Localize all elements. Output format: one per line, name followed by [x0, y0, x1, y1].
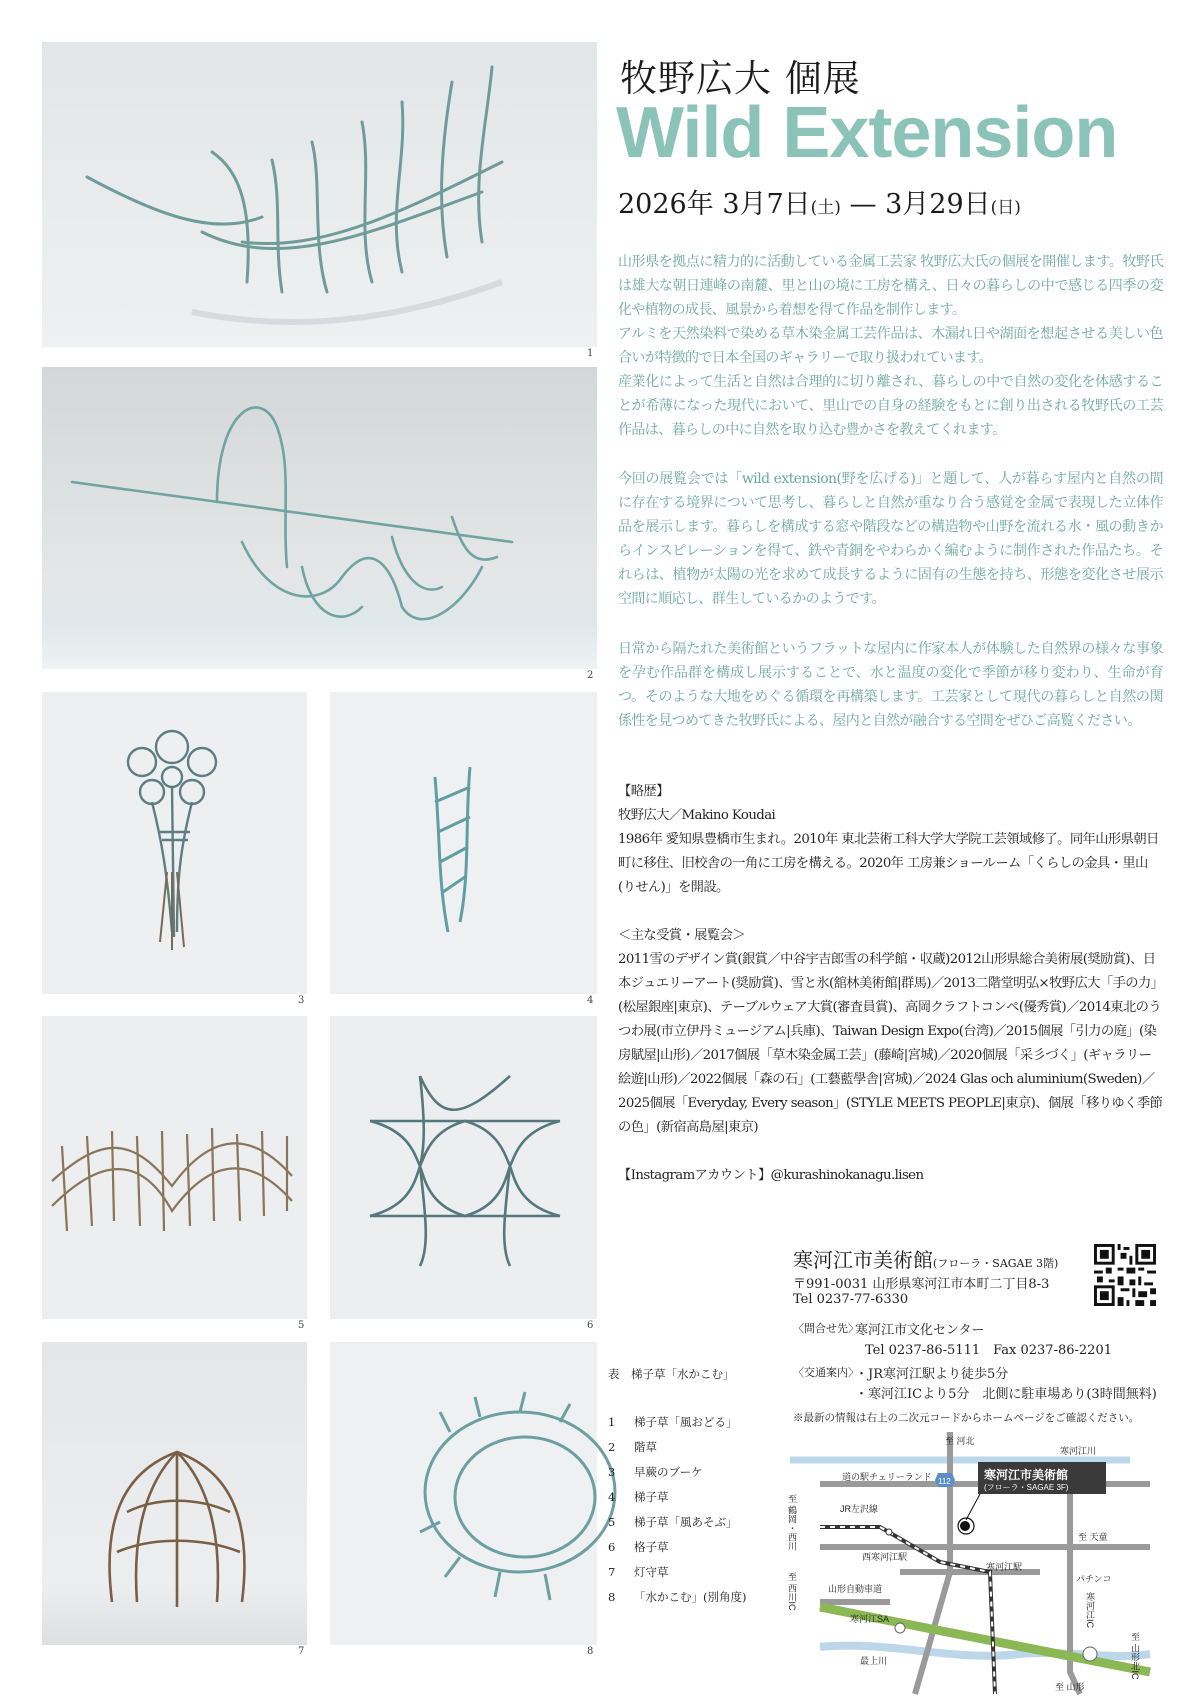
photo-8	[330, 1342, 597, 1645]
map-label-nishikawa-ic: 至 西川IC	[787, 1572, 797, 1611]
intro-paragraph-2: アルミを天然染料で染める草木染金属工芸作品は、木漏れ日や湖面を想起させる美しい色合いが特徴的で日本全国のギャラリーで取り扱われています。	[618, 326, 1163, 366]
caption-item: 6 格子草	[608, 1540, 669, 1554]
map-label-sagae-ic: 寒河江IC	[1085, 1592, 1095, 1628]
sculpture-1-icon	[42, 42, 597, 347]
title-japanese: 牧野広大 個展	[620, 57, 861, 100]
qr-code-icon[interactable]	[1094, 1244, 1156, 1306]
map-label-museum: 寒河江市美術館	[984, 1468, 1069, 1482]
date-start: 3月7日	[722, 189, 811, 220]
bio-heading: 【略歴】	[618, 784, 669, 799]
date-end-dow: (日)	[990, 198, 1021, 218]
photo-number-6: 6	[587, 1320, 594, 1331]
caption-item: 4 梯子草	[608, 1490, 669, 1504]
sculpture-2-icon	[42, 367, 597, 669]
inquiry-label: 〈問合せ先〉	[793, 1322, 859, 1335]
museum-name	[793, 1244, 1058, 1273]
photo-7	[42, 1342, 307, 1645]
caption-list	[608, 1414, 746, 1614]
museum-tel: Tel 0237-77-6330	[793, 1292, 909, 1307]
sculpture-3-icon	[42, 692, 307, 994]
map-label-tendo: 至 天童	[1078, 1532, 1108, 1542]
caption-item: 3 早蕨のブーケ	[608, 1465, 703, 1479]
museum-address: 〒991-0031 山形県寒河江市本町二丁目8-3	[793, 1277, 1050, 1292]
caption-item: 5 梯子草「風あそぶ」	[608, 1515, 738, 1529]
sculpture-8-icon	[330, 1342, 597, 1645]
map-label-kahoku: 至 河北	[945, 1436, 975, 1446]
map-label-jr: JR左沢線	[840, 1504, 878, 1514]
awards-text: 2011雪のデザイン賞(銀賞／中谷宇吉郎雪の科学館・収蔵)2012山形県総合美術展(奨励賞)、日本ジュエリーアート(奨励賞)、雪と氷(舘林美術館|群馬)／2013二階堂明弘×牧野広大「手の力」(松屋銀座|東京)、テーブルウェア大賞(審査員賞)、高岡クラフトコンペ(優秀賞)／2014東北のうつわ展(市立伊丹ミュージアム|兵庫)、Taiwan Design Expo(台湾)／2015個展「引力の庭」(染房賦屋|山形)／2017個展「草木染金属工芸」(藤崎|宮城)／2020個展「采彡づく」(ギャラリー絵遊|山形)／2022個展「森の石」(工藝藍學舎|宮城)／2024 Glas och aluminium(Sweden)／2025個展「Everyday, Every season」(STYLE MEETS PEOPLE|東京)、個展「移りゆく季節の色」(新宿高島屋|東京)	[618, 952, 1163, 1135]
museum-name-text: 寒河江市美術館	[793, 1248, 933, 1272]
exhibition-dates	[618, 182, 1021, 221]
sculpture-4-icon	[330, 692, 597, 994]
photo-2	[42, 367, 597, 669]
photo-number-8: 8	[587, 1646, 594, 1657]
photo-3	[42, 692, 307, 994]
access-label: 〈交通案内〉	[793, 1366, 859, 1379]
intro-paragraph-1: 山形県を拠点に精力的に活動している金属工芸家 牧野広大氏の個展を開催します。牧野氏は雄大な朝日連峰の南麓、里と山の境に工房を構え、日々の暮らしの中で感じる四季の変化や植物の成長、風景から着想を得て作品を制作します。	[618, 254, 1163, 318]
photo-number-5: 5	[298, 1320, 305, 1331]
river-mogami	[820, 1646, 1150, 1656]
date-year: 2026年	[618, 189, 714, 220]
photo-5	[42, 1016, 307, 1319]
photo-number-3: 3	[298, 995, 305, 1006]
map-label-sagae-station: 寒河江駅	[986, 1562, 1023, 1572]
photo-4	[330, 692, 597, 994]
intro-paragraph-4: 今回の展覧会では「wild extension(野を広げる)」と題して、人が暮らす屋内と自然の間に存在する境界について思考し、暮らしと自然が重なり合う感覚を金属で表現した立体作品を展示します。暮らしを構成する窓や階段などの構造物や山野を流れる水・風の動きからインスピレーションを得て、鉄や青銅をやわらかく編むように制作された作品たち。それらは、植物が太陽の光を求めて成長するように固有の生態を持ち、形態を変化させ展示空間に順応し、群生しているかのようです。	[618, 471, 1163, 607]
photo-number-7: 7	[298, 1646, 305, 1657]
date-start-dow: (土)	[810, 198, 841, 218]
map-label-expressway: 山形自動車道	[828, 1584, 883, 1594]
title-english: Wild Extension	[616, 93, 1118, 173]
caption-item: 8 「水かこむ」(別角度)	[608, 1590, 747, 1604]
inquiry-name: 寒河江市文化センター	[855, 1323, 985, 1338]
map-label-mogami: 最上川	[860, 1656, 888, 1666]
museum-name-sub: (フローラ・SAGAE 3階)	[933, 1257, 1059, 1270]
map-label-tsuruoka: 至 鶴岡・西川	[787, 1494, 797, 1551]
map-label-museum-sub: (フローラ・SAGAE 3F)	[984, 1483, 1069, 1492]
map-label-yamagata: 至 山形	[1055, 1682, 1085, 1692]
qr-note: ※最新の情報は右上の二次元コードからホームページをご確認ください。	[793, 1412, 1140, 1424]
map-label-yamagata-kita: 至 山形北IC	[1130, 1632, 1140, 1680]
access-line-2: ・寒河江ICより5分 北側に駐車場あり(3時間無料)	[855, 1387, 1157, 1402]
map-label-pachinko: パチンコ	[1076, 1574, 1112, 1584]
caption-item: 2 階草	[608, 1440, 657, 1454]
bio-name: 牧野広大／Makino Koudai	[618, 808, 776, 823]
cover-caption: 表 梯子草「水かこむ」	[608, 1367, 735, 1381]
museum-marker	[960, 1521, 970, 1531]
photo-6	[330, 1016, 597, 1319]
map-label-sagae-sa: 寒河江SA	[850, 1614, 890, 1624]
photo-number-4: 4	[587, 995, 594, 1006]
date-separator: —	[849, 189, 877, 220]
awards-heading: ＜主な受賞・展覧会＞	[618, 928, 745, 943]
intro-paragraph-3: 産業化によって生活と自然は合理的に切り離され、暮らしの中で自然の変化を体感することが希薄になった現代において、里山での自身の経験をもとに創り出される牧野氏の工芸作品は、暮らしの中に自然を取り込む豊かさを教えてくれます。	[618, 374, 1163, 438]
photo-1	[42, 42, 597, 347]
photo-number-2: 2	[587, 670, 594, 681]
caption-item: 1 梯子草「風おどる」	[608, 1415, 738, 1429]
date-end: 3月29日	[885, 189, 991, 220]
caption-item: 7 灯守草	[608, 1565, 669, 1579]
bio-text: 1986年 愛知県豊橋市生まれ。2010年 東北芸術工科大学大学院工芸領域修了。同年山形県朝日町に移住、旧校舎の一角に工房を構える。2020年 工房兼ショールーム「くらしの金具・里山(りせん)」を開設。	[618, 832, 1159, 895]
access-map[interactable]	[787, 1432, 1150, 1694]
photo-number-1: 1	[587, 348, 594, 359]
access-line-1: ・JR寒河江駅より徒歩5分	[855, 1367, 1009, 1382]
map-label-michinoeki: 道の駅チェリーランド	[842, 1472, 932, 1482]
intro-paragraph-5: 日常から隔たれた美術館というフラットな屋内に作家本人が体験した自然界の様々な事象を孕む作品群を構成し展示することで、水と温度の変化で季節が移り変わり、生命が育つ。そのような大地をめぐる循環を再構築します。工芸家として現代の暮らしと自然の関係性を見つめてきた牧野氏による、屋内と自然が融合する空間をぜひご高覧ください。	[618, 641, 1163, 729]
instagram-link[interactable]: 【Instagramアカウント】@kurashinokanagu.lisen	[618, 1168, 924, 1183]
inquiry-tel: Tel 0237-86-5111 Fax 0237-86-2201	[865, 1343, 1112, 1358]
map-label-sagaegawa: 寒河江川	[1060, 1446, 1097, 1456]
map-label-nishisagae: 西寒河江駅	[862, 1552, 908, 1562]
sculpture-6-icon	[330, 1016, 597, 1319]
map-label-route: 112	[938, 1477, 951, 1486]
sculpture-5-icon	[42, 1016, 307, 1319]
sculpture-7-icon	[42, 1342, 307, 1645]
